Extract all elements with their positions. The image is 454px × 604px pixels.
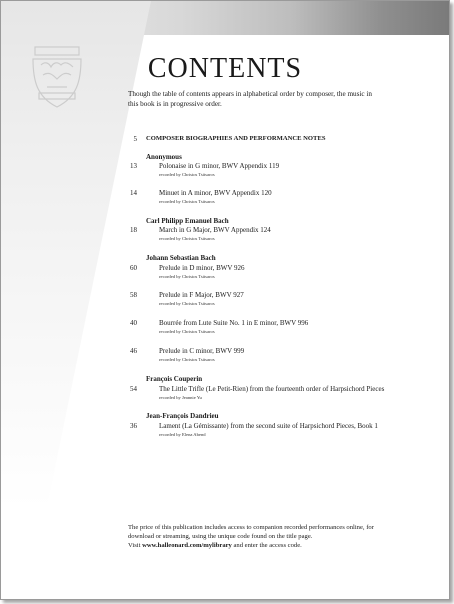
entry-title: Prelude in F Major, BWV 927 — [159, 291, 244, 299]
entry-recorded-by: recorded by Elena Abend — [159, 432, 206, 437]
entry-recorded-by: recorded by Christos Tsitsaros — [159, 301, 215, 306]
composer-name: François Couperin — [146, 375, 203, 383]
entry-title: March in G Major, BWV Appendix 124 — [159, 226, 271, 234]
entry-page-number: 60 — [130, 264, 137, 272]
composer-name: Johann Sebastian Bach — [146, 254, 216, 262]
entry-page-number: 54 — [130, 385, 137, 393]
entry-title: Bourrée from Lute Suite No. 1 in E minor, BWV 996 — [159, 319, 309, 327]
entry-page-number: 58 — [130, 291, 137, 299]
entry-title: Lament (La Gémissante) from the second suite of Harpsichord Pieces, Book 1 — [159, 422, 378, 430]
entry-title: Prelude in C minor, BWV 999 — [159, 347, 245, 355]
entry-recorded-by: recorded by Christos Tsitsaros — [159, 274, 215, 279]
footer-tail: and enter the access code. — [233, 541, 302, 549]
entry-recorded-by: recorded by Christos Tsitsaros — [159, 357, 215, 362]
entry-recorded-by: recorded by Jeannie Yu — [159, 395, 202, 400]
entry-recorded-by: recorded by Christos Tsitsaros — [159, 199, 215, 204]
entry-page-number: 18 — [130, 226, 137, 234]
entry-recorded-by: recorded by Christos Tsitsaros — [159, 172, 215, 177]
entry-title: Polonaise in G minor, BWV Appendix 119 — [159, 162, 280, 170]
entry-page-number: 14 — [130, 189, 137, 197]
entry-recorded-by: recorded by Christos Tsitsaros — [159, 329, 215, 334]
section-page-number: 5 — [133, 135, 137, 143]
entry-title: Prelude in D minor, BWV 926 — [159, 264, 245, 272]
intro-paragraph: Though the table of contents appears in alphabetical order by composer, the music in this book is in progressive order. — [128, 90, 373, 108]
composer-name: Jean-François Dandrieu — [146, 412, 219, 420]
footer-url-link[interactable]: www.halleonard.com/mylibrary — [142, 541, 232, 549]
entry-page-number: 13 — [130, 162, 137, 170]
composer-name: Carl Philipp Emanuel Bach — [146, 217, 229, 225]
footer-visit: Visit — [128, 541, 141, 549]
entry-recorded-by: recorded by Christos Tsitsaros — [159, 236, 215, 241]
entry-page-number: 36 — [130, 422, 137, 430]
composer-name: Anonymous — [146, 153, 182, 161]
section-title: COMPOSER BIOGRAPHIES AND PERFORMANCE NOTES — [146, 135, 326, 142]
entry-title: The Little Trifle (Le Petit-Rien) from the fourteenth order of Harpsichord Pieces — [159, 385, 385, 393]
entry-page-number: 40 — [130, 319, 137, 327]
entry-title: Minuet in A minor, BWV Appendix 120 — [159, 189, 272, 197]
page-title: CONTENTS — [147, 53, 303, 84]
footer-text: The price of this publication includes access to companion recorded performances online, for download or streaming, using the unique code found on the title page. — [128, 524, 374, 540]
footer-note — [128, 524, 393, 550]
entry-page-number: 46 — [130, 347, 137, 355]
